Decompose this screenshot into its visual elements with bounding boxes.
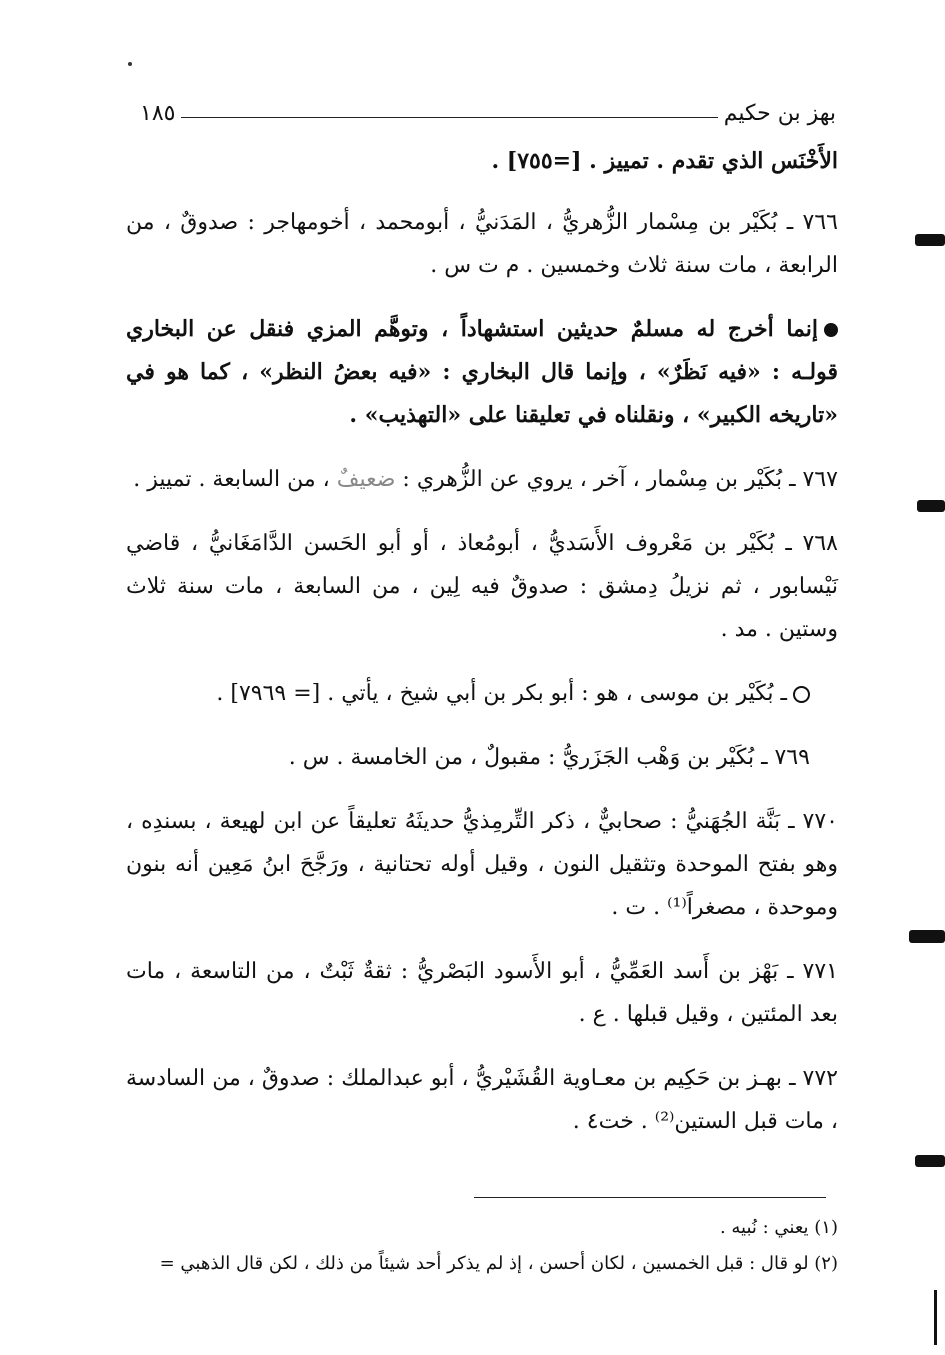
entry-772: ٧٧٢ ـ بهـز بن حَكِيم بن معـاوية القُشَيْريُّ ، أبو عبدالملك : صدوقٌ ، من السادسة ، مات قبل الستين⁽²⁾ . خت٤ . bbox=[126, 1066, 838, 1134]
page-number: ١٨٥ bbox=[140, 101, 176, 126]
entry-770: ٧٧٠ ـ بَنَّة الجُهَنيُّ : صحابيٌّ ، ذكر التِّرمِذيُّ حديثَهُ تعليقاً عن ابن لهيعة ، بسندِه ، وهو بفتح الموحدة وتثقيل النون ، وقيل أوله تحتانية ، ورَجَّحَ ابنُ مَعِين أنه بنون وموحدة ، مصغراً⁽¹⁾ . ت . bbox=[126, 809, 838, 920]
page-header bbox=[140, 92, 836, 126]
margin-mark bbox=[917, 500, 945, 512]
entry-continuation: الأَخْنَس الذي تقدم . تمييز . [=٧٥٥] . bbox=[491, 148, 838, 174]
speck bbox=[128, 62, 132, 66]
circle-icon bbox=[793, 686, 810, 703]
footnote-2: (٢) لو قال : قبل الخمسين ، لكان أحسن ، إذ لم يذكر أحد شيئاً من ذلك ، لكن قال الذهبي = bbox=[159, 1253, 838, 1274]
entry-769: ٧٦٩ ـ بُكَيْر بن وَهْب الجَزَريُّ : مقبولٌ ، من الخامسة . س . bbox=[288, 745, 810, 770]
bullet-icon bbox=[824, 323, 838, 337]
cross-reference-text: ـ بُكَيْر بن موسى ، هو : أبو بكر بن أبي شيخ ، يأتي . [= ٧٩٦٩] . bbox=[216, 681, 787, 706]
page-body bbox=[126, 140, 838, 1164]
commentary-text: إنما أخرج له مسلمٌ حديثين استشهاداً ، وتوهَّم المزي فنقل عن البخاري قولـه : «فيه نَظَرٌ» ، وإنما قال البخاري : «فيه بعضُ النظر» ، كما هو في «تاريخه الكبير» ، ونقلناه في تعليقنا على «التهذيب» . bbox=[126, 316, 838, 428]
margin-mark bbox=[909, 930, 945, 943]
entry-767-grade: ضعيفٌ bbox=[336, 467, 396, 492]
entry-767-start: ٧٦٧ ـ بُكَيْر بن مِسْمار ، آخر ، يروي عن الزُّهري : bbox=[395, 467, 838, 492]
footnotes bbox=[100, 1210, 838, 1282]
footnote-1: (١) يعني : نُبيه . bbox=[719, 1217, 838, 1238]
entry-766-commentary bbox=[126, 308, 838, 437]
footnote-rule bbox=[474, 1197, 826, 1198]
margin-mark bbox=[915, 1155, 945, 1167]
entry-766: ٧٦٦ ـ بُكَيْر بن مِسْمار الزُّهريُّ ، المَدَنيُّ ، أبومحمد ، أخومهاجر : صدوقٌ ، من الرابعة ، مات سنة ثلاث وخمسين . م ت س . bbox=[126, 210, 838, 278]
entry-768: ٧٦٨ ـ بُكَيْر بن مَعْروف الأَسَديُّ ، أبومُعاذ ، أو أبو الحَسن الدَّامَغَانيُّ ، قاضي نَيْسابور ، ثم نزيلُ دِمشق : صدوقٌ فيه لِين ، من السابعة ، مات سنة ثلاث وستين . مد . bbox=[126, 531, 838, 642]
entry-767 bbox=[126, 458, 838, 501]
page-edge-mark bbox=[934, 1290, 937, 1345]
entry-767-end: ، من السابعة . تمييز . bbox=[133, 467, 337, 492]
running-title: بهز بن حكيم bbox=[723, 101, 836, 126]
entry-771: ٧٧١ ـ بَهْز بن أَسد العَمِّيُّ ، أبو الأَسود البَصْريُّ : ثقةٌ ثَبْتٌ ، من التاسعة ، مات بعد المئتين ، وقيل قبلها . ع . bbox=[126, 959, 838, 1027]
entry-cross-reference bbox=[126, 672, 838, 715]
margin-mark bbox=[915, 234, 945, 246]
header-rule bbox=[181, 117, 717, 118]
